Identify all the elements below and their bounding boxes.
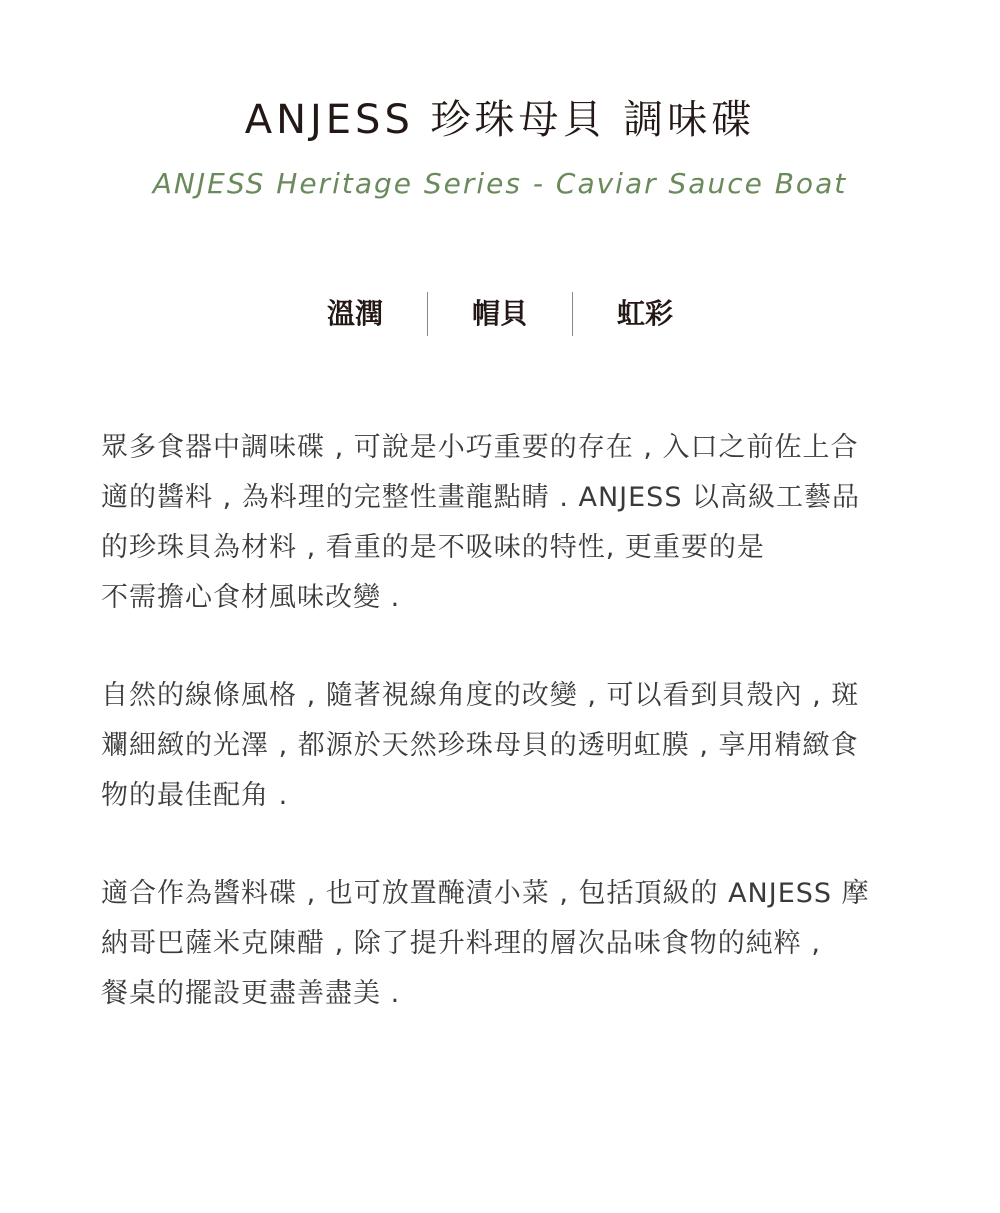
page-title: ANJESS 珍珠母貝 調味碟: [244, 97, 756, 143]
paragraph-line: 不需擔心食材風味改變 .: [101, 582, 401, 613]
paragraph-line: 眾多食器中調味碟 , 可說是小巧重要的存在 , 入口之前佐上合: [101, 432, 859, 463]
paragraph-line: 物的最佳配角 .: [101, 780, 289, 811]
paragraph-line: 餐桌的擺設更盡善盡美 .: [101, 978, 401, 1009]
page-subtitle: ANJESS Heritage Series - Caviar Sauce Boat: [152, 167, 848, 200]
feature-item-warm: 溫潤: [326, 297, 383, 330]
paragraph-line: 納哥巴薩米克陳醋 , 除了提升料理的層次品味食物的純粹 ,: [101, 928, 821, 959]
description-paragraph: [101, 869, 903, 1019]
page-header: [0, 90, 1000, 204]
feature-list: [0, 292, 1000, 336]
description-paragraph: [101, 671, 903, 821]
feature-item-iridescent: 虹彩: [572, 292, 717, 336]
description-paragraph: [101, 423, 903, 623]
paragraph-line: 斕細緻的光澤 , 都源於天然珍珠母貝的透明虹膜 , 享用精緻食: [101, 730, 859, 761]
paragraph-line: 的珍珠貝為材料 , 看重的是不吸味的特性, 更重要的是: [101, 532, 765, 563]
description-body: [101, 423, 903, 1067]
paragraph-line: 自然的線條風格 , 隨著視線角度的改變 , 可以看到貝殼內 , 斑: [101, 680, 860, 711]
paragraph-line: 適的醬料 , 為料理的完整性畫龍點睛 . ANJESS 以高級工藝品: [101, 482, 861, 513]
paragraph-line: 適合作為醬料碟 , 也可放置醃漬小菜 , 包括頂級的 ANJESS 摩: [101, 878, 870, 909]
feature-item-limpet: 帽貝: [427, 292, 572, 336]
